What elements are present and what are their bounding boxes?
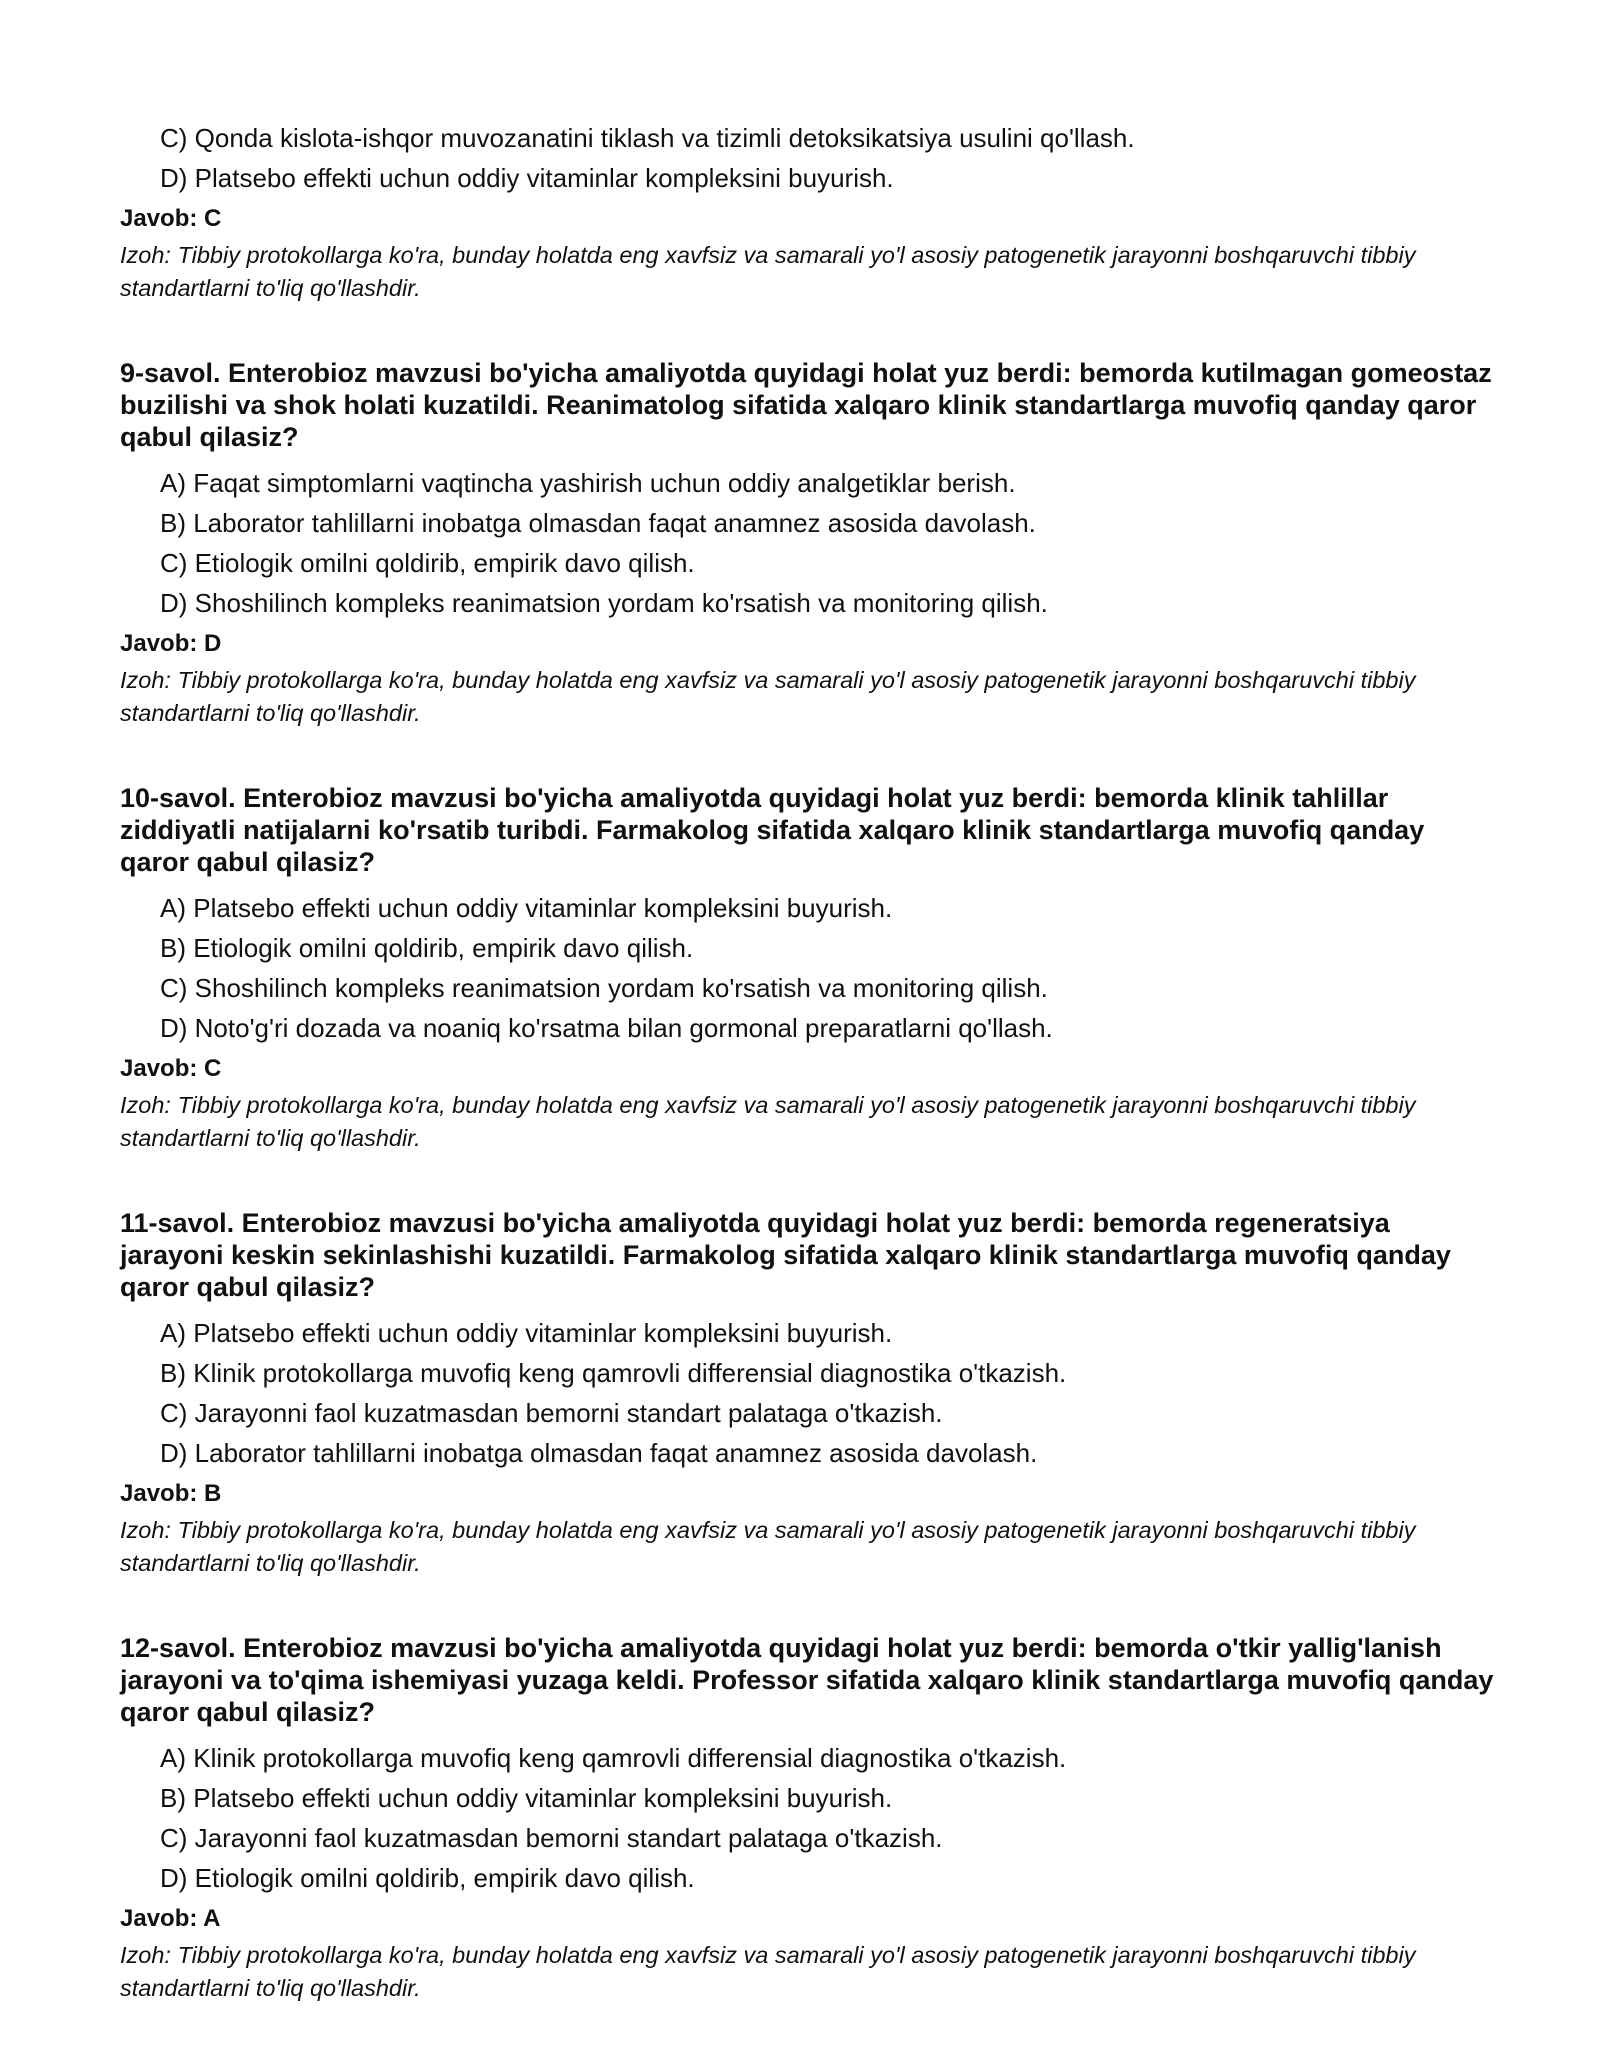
answer-label: Javob: A: [120, 1905, 221, 1932]
option-b: B) Laborator tahlillarni inobatga olmasdan faqat anamnez asosida davolash.: [160, 508, 1036, 538]
document-page: [120, 118, 1500, 2005]
explanation-note: Izoh: Tibbiy protokollarga ko'ra, bunday holatda eng xavfsiz va samarali yo'l asosiy patogenetik jarayonni boshqaruvchi tibbiy standartlarni to'liq qo'llashdir.: [120, 1517, 1416, 1576]
question-10: [120, 782, 1500, 1155]
question-title: 9-savol. Enterobioz mavzusi bo'yicha amaliyotda quyidagi holat yuz berdi: bemorda kutilmagan gomeostaz buzilishi va shok holati kuzatildi. Reanimatolog sifatida xalqaro klinik standartlarga muvofiq qanday qaror qabul qilasiz?: [120, 358, 1492, 452]
question-title: 11-savol. Enterobioz mavzusi bo'yicha amaliyotda quyidagi holat yuz berdi: bemorda regeneratsiya jarayoni keskin sekinlashishi kuzatildi. Farmakolog sifatida xalqaro klinik standartlarga muvofiq qanday qaror qabul qilasiz?: [120, 1208, 1451, 1302]
question-9: [120, 357, 1500, 730]
option-a: A) Klinik protokollarga muvofiq keng qamrovli differensial diagnostika o'tkazish.: [160, 1743, 1067, 1773]
option-c: C) Shoshilinch kompleks reanimatsion yordam ko'rsatish va monitoring qilish.: [160, 973, 1048, 1003]
option-a: A) Platsebo effekti uchun oddiy vitaminlar kompleksini buyurish.: [160, 1318, 893, 1348]
option-b: B) Etiologik omilni qoldirib, empirik davo qilish.: [160, 933, 694, 963]
option-d: D) Laborator tahlillarni inobatga olmasdan faqat anamnez asosida davolash.: [160, 1438, 1038, 1468]
option-d: D) Etiologik omilni qoldirib, empirik davo qilish.: [160, 1863, 695, 1893]
option-c: C) Etiologik omilni qoldirib, empirik davo qilish.: [160, 548, 695, 578]
explanation-note: Izoh: Tibbiy protokollarga ko'ra, bunday holatda eng xavfsiz va samarali yo'l asosiy patogenetik jarayonni boshqaruvchi tibbiy standartlarni to'liq qo'llashdir.: [120, 667, 1416, 726]
question-12: [120, 1632, 1500, 2005]
answer-label: Javob: D: [120, 630, 222, 657]
option-d: D) Platsebo effekti uchun oddiy vitaminlar kompleksini buyurish.: [160, 163, 894, 193]
answer-label: Javob: B: [120, 1480, 222, 1507]
answer-label: Javob: C: [120, 205, 222, 232]
option-b: B) Klinik protokollarga muvofiq keng qamrovli differensial diagnostika o'tkazish.: [160, 1358, 1067, 1388]
option-d: D) Shoshilinch kompleks reanimatsion yordam ko'rsatish va monitoring qilish.: [160, 588, 1048, 618]
option-a: A) Platsebo effekti uchun oddiy vitaminlar kompleksini buyurish.: [160, 893, 893, 923]
option-b: B) Platsebo effekti uchun oddiy vitaminlar kompleksini buyurish.: [160, 1783, 893, 1813]
explanation-note: Izoh: Tibbiy protokollarga ko'ra, bunday holatda eng xavfsiz va samarali yo'l asosiy patogenetik jarayonni boshqaruvchi tibbiy standartlarni to'liq qo'llashdir.: [120, 242, 1416, 301]
question-title: 12-savol. Enterobioz mavzusi bo'yicha amaliyotda quyidagi holat yuz berdi: bemorda o'tkir yallig'lanish jarayoni va to'qima ishemiyasi yuzaga keldi. Professor sifatida xalqaro klinik standartlarga muvofiq qanday qaror qabul qilasiz?: [120, 1633, 1494, 1727]
option-a: A) Faqat simptomlarni vaqtincha yashirish uchun oddiy analgetiklar berish.: [160, 468, 1016, 498]
answer-label: Javob: C: [120, 1055, 222, 1082]
option-c: C) Jarayonni faol kuzatmasdan bemorni standart palataga o'tkazish.: [160, 1823, 943, 1853]
option-c: C) Jarayonni faol kuzatmasdan bemorni standart palataga o'tkazish.: [160, 1398, 943, 1428]
explanation-note: Izoh: Tibbiy protokollarga ko'ra, bunday holatda eng xavfsiz va samarali yo'l asosiy patogenetik jarayonni boshqaruvchi tibbiy standartlarni to'liq qo'llashdir.: [120, 1092, 1416, 1151]
option-d: D) Noto'g'ri dozada va noaniq ko'rsatma bilan gormonal preparatlarni qo'llash.: [160, 1013, 1053, 1043]
question-title: 10-savol. Enterobioz mavzusi bo'yicha amaliyotda quyidagi holat yuz berdi: bemorda klinik tahlillar ziddiyatli natijalarni ko'rsatib turibdi. Farmakolog sifatida xalqaro klinik standartlarga muvofiq qanday qaror qabul qilasiz?: [120, 783, 1425, 877]
explanation-note: Izoh: Tibbiy protokollarga ko'ra, bunday holatda eng xavfsiz va samarali yo'l asosiy patogenetik jarayonni boshqaruvchi tibbiy standartlarni to'liq qo'llashdir.: [120, 1942, 1416, 2001]
question-8-continued: [120, 118, 1500, 305]
question-11: [120, 1207, 1500, 1580]
option-c: C) Qonda kislota-ishqor muvozanatini tiklash va tizimli detoksikatsiya usulini qo'llash.: [160, 123, 1135, 153]
